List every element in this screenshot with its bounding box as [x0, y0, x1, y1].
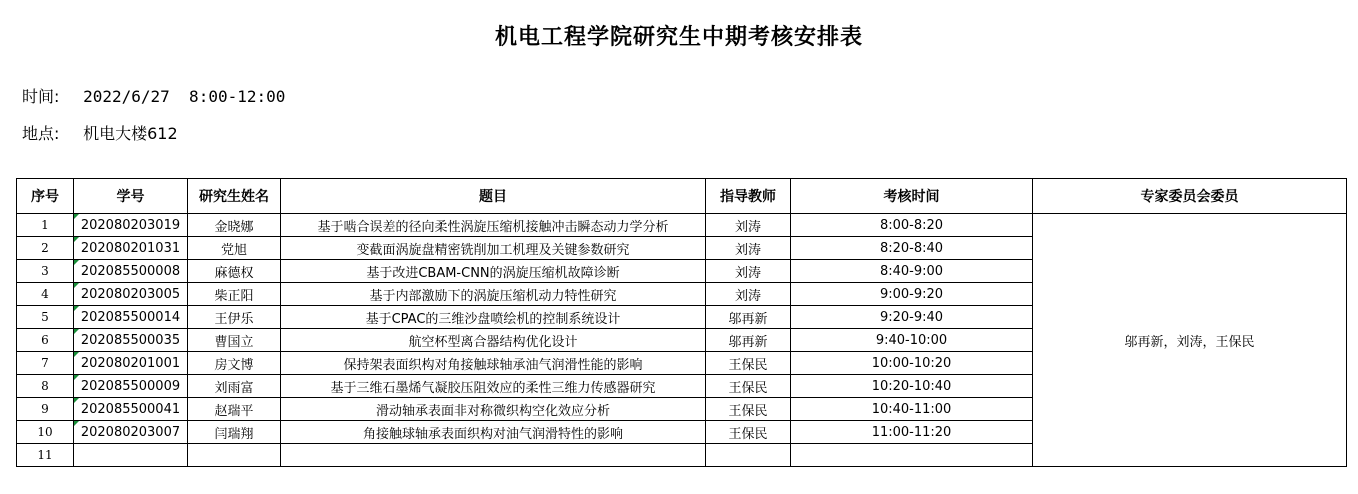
student-id-cell: 202080201001: [74, 352, 188, 375]
advisor-cell: 邬再新: [706, 306, 791, 329]
header-student-name: 研究生姓名: [188, 179, 281, 214]
row-index-cell: 3: [17, 260, 74, 283]
student-name-cell: 麻德权: [188, 260, 281, 283]
topic-cell: 变截面涡旋盘精密铣削加工机理及关键参数研究: [281, 237, 706, 260]
header-topic: 题目: [281, 179, 706, 214]
topic-cell: 保持架表面织构对角接触球轴承油气润滑性能的影响: [281, 352, 706, 375]
row-index-cell: 2: [17, 237, 74, 260]
advisor-cell: 刘涛: [706, 283, 791, 306]
student-name-cell: 柴正阳: [188, 283, 281, 306]
place-value: 机电大楼612: [83, 124, 178, 143]
time-value: 2022/6/27 8:00-12:00: [83, 87, 286, 106]
student-id-cell: 202085500009: [74, 375, 188, 398]
header-time: 考核时间: [791, 179, 1033, 214]
table-row: [17, 214, 1347, 237]
student-name-cell: 党旭: [188, 237, 281, 260]
row-index-cell: 5: [17, 306, 74, 329]
topic-cell: [281, 444, 706, 467]
row-index-cell: 7: [17, 352, 74, 375]
place-label: 地点:: [22, 124, 60, 143]
student-id-cell: 202080203019: [74, 214, 188, 237]
topic-cell: 基于改进CBAM-CNN的涡旋压缩机故障诊断: [281, 260, 706, 283]
time-row: [22, 84, 285, 107]
advisor-cell: 王保民: [706, 398, 791, 421]
header-index: 序号: [17, 179, 74, 214]
student-name-cell: [188, 444, 281, 467]
exam-time-cell: 10:40-11:00: [791, 398, 1033, 421]
student-name-cell: 刘雨富: [188, 375, 281, 398]
exam-time-cell: 10:20-10:40: [791, 375, 1033, 398]
student-name-cell: 闫瑞翔: [188, 421, 281, 444]
advisor-cell: 王保民: [706, 352, 791, 375]
time-label: 时间:: [22, 87, 60, 106]
student-id-cell: 202080203007: [74, 421, 188, 444]
student-id-cell: 202085500035: [74, 329, 188, 352]
exam-time-cell: 8:20-8:40: [791, 237, 1033, 260]
header-advisor: 指导教师: [706, 179, 791, 214]
topic-cell: 基于三维石墨烯气凝胶压阻效应的柔性三维力传感器研究: [281, 375, 706, 398]
student-id-cell: 202085500008: [74, 260, 188, 283]
exam-time-cell: 11:00-11:20: [791, 421, 1033, 444]
table-header-row: [17, 179, 1347, 214]
row-index-cell: 11: [17, 444, 74, 467]
exam-time-cell: 10:00-10:20: [791, 352, 1033, 375]
student-id-cell: 202085500014: [74, 306, 188, 329]
student-name-cell: 王伊乐: [188, 306, 281, 329]
student-id-cell: 202085500041: [74, 398, 188, 421]
topic-cell: 基于CPAC的三维沙盘喷绘机的控制系统设计: [281, 306, 706, 329]
topic-cell: 航空杯型离合器结构优化设计: [281, 329, 706, 352]
advisor-cell: 邬再新: [706, 329, 791, 352]
schedule-table: [16, 178, 1347, 467]
student-name-cell: 房文博: [188, 352, 281, 375]
topic-cell: 角接触球轴承表面织构对油气润滑特性的影响: [281, 421, 706, 444]
student-name-cell: 金晓娜: [188, 214, 281, 237]
header-panel: 专家委员会委员: [1033, 179, 1347, 214]
topic-cell: 滑动轴承表面非对称微织构空化效应分析: [281, 398, 706, 421]
exam-time-cell: 9:20-9:40: [791, 306, 1033, 329]
page-title: 机电工程学院研究生中期考核安排表: [494, 25, 863, 50]
student-name-cell: 赵瑞平: [188, 398, 281, 421]
row-index-cell: 4: [17, 283, 74, 306]
exam-time-cell: 8:40-9:00: [791, 260, 1033, 283]
row-index-cell: 6: [17, 329, 74, 352]
header-student-id: 学号: [74, 179, 188, 214]
place-row: [22, 121, 178, 144]
exam-time-cell: 9:00-9:20: [791, 283, 1033, 306]
exam-time-cell: 9:40-10:00: [791, 329, 1033, 352]
exam-time-cell: 8:00-8:20: [791, 214, 1033, 237]
advisor-cell: 王保民: [706, 375, 791, 398]
advisor-cell: 刘涛: [706, 237, 791, 260]
topic-cell: 基于啮合误差的径向柔性涡旋压缩机接触冲击瞬态动力学分析: [281, 214, 706, 237]
advisor-cell: 刘涛: [706, 214, 791, 237]
advisor-cell: 刘涛: [706, 260, 791, 283]
topic-cell: 基于内部激励下的涡旋压缩机动力特性研究: [281, 283, 706, 306]
row-index-cell: 1: [17, 214, 74, 237]
student-name-cell: 曹国立: [188, 329, 281, 352]
row-index-cell: 8: [17, 375, 74, 398]
student-id-cell: 202080201031: [74, 237, 188, 260]
panel-members-cell: 邬再新，刘涛，王保民: [1033, 214, 1347, 467]
advisor-cell: [706, 444, 791, 467]
row-index-cell: 9: [17, 398, 74, 421]
advisor-cell: 王保民: [706, 421, 791, 444]
student-id-cell: 202080203005: [74, 283, 188, 306]
row-index-cell: 10: [17, 421, 74, 444]
exam-time-cell: [791, 444, 1033, 467]
student-id-cell: [74, 444, 188, 467]
